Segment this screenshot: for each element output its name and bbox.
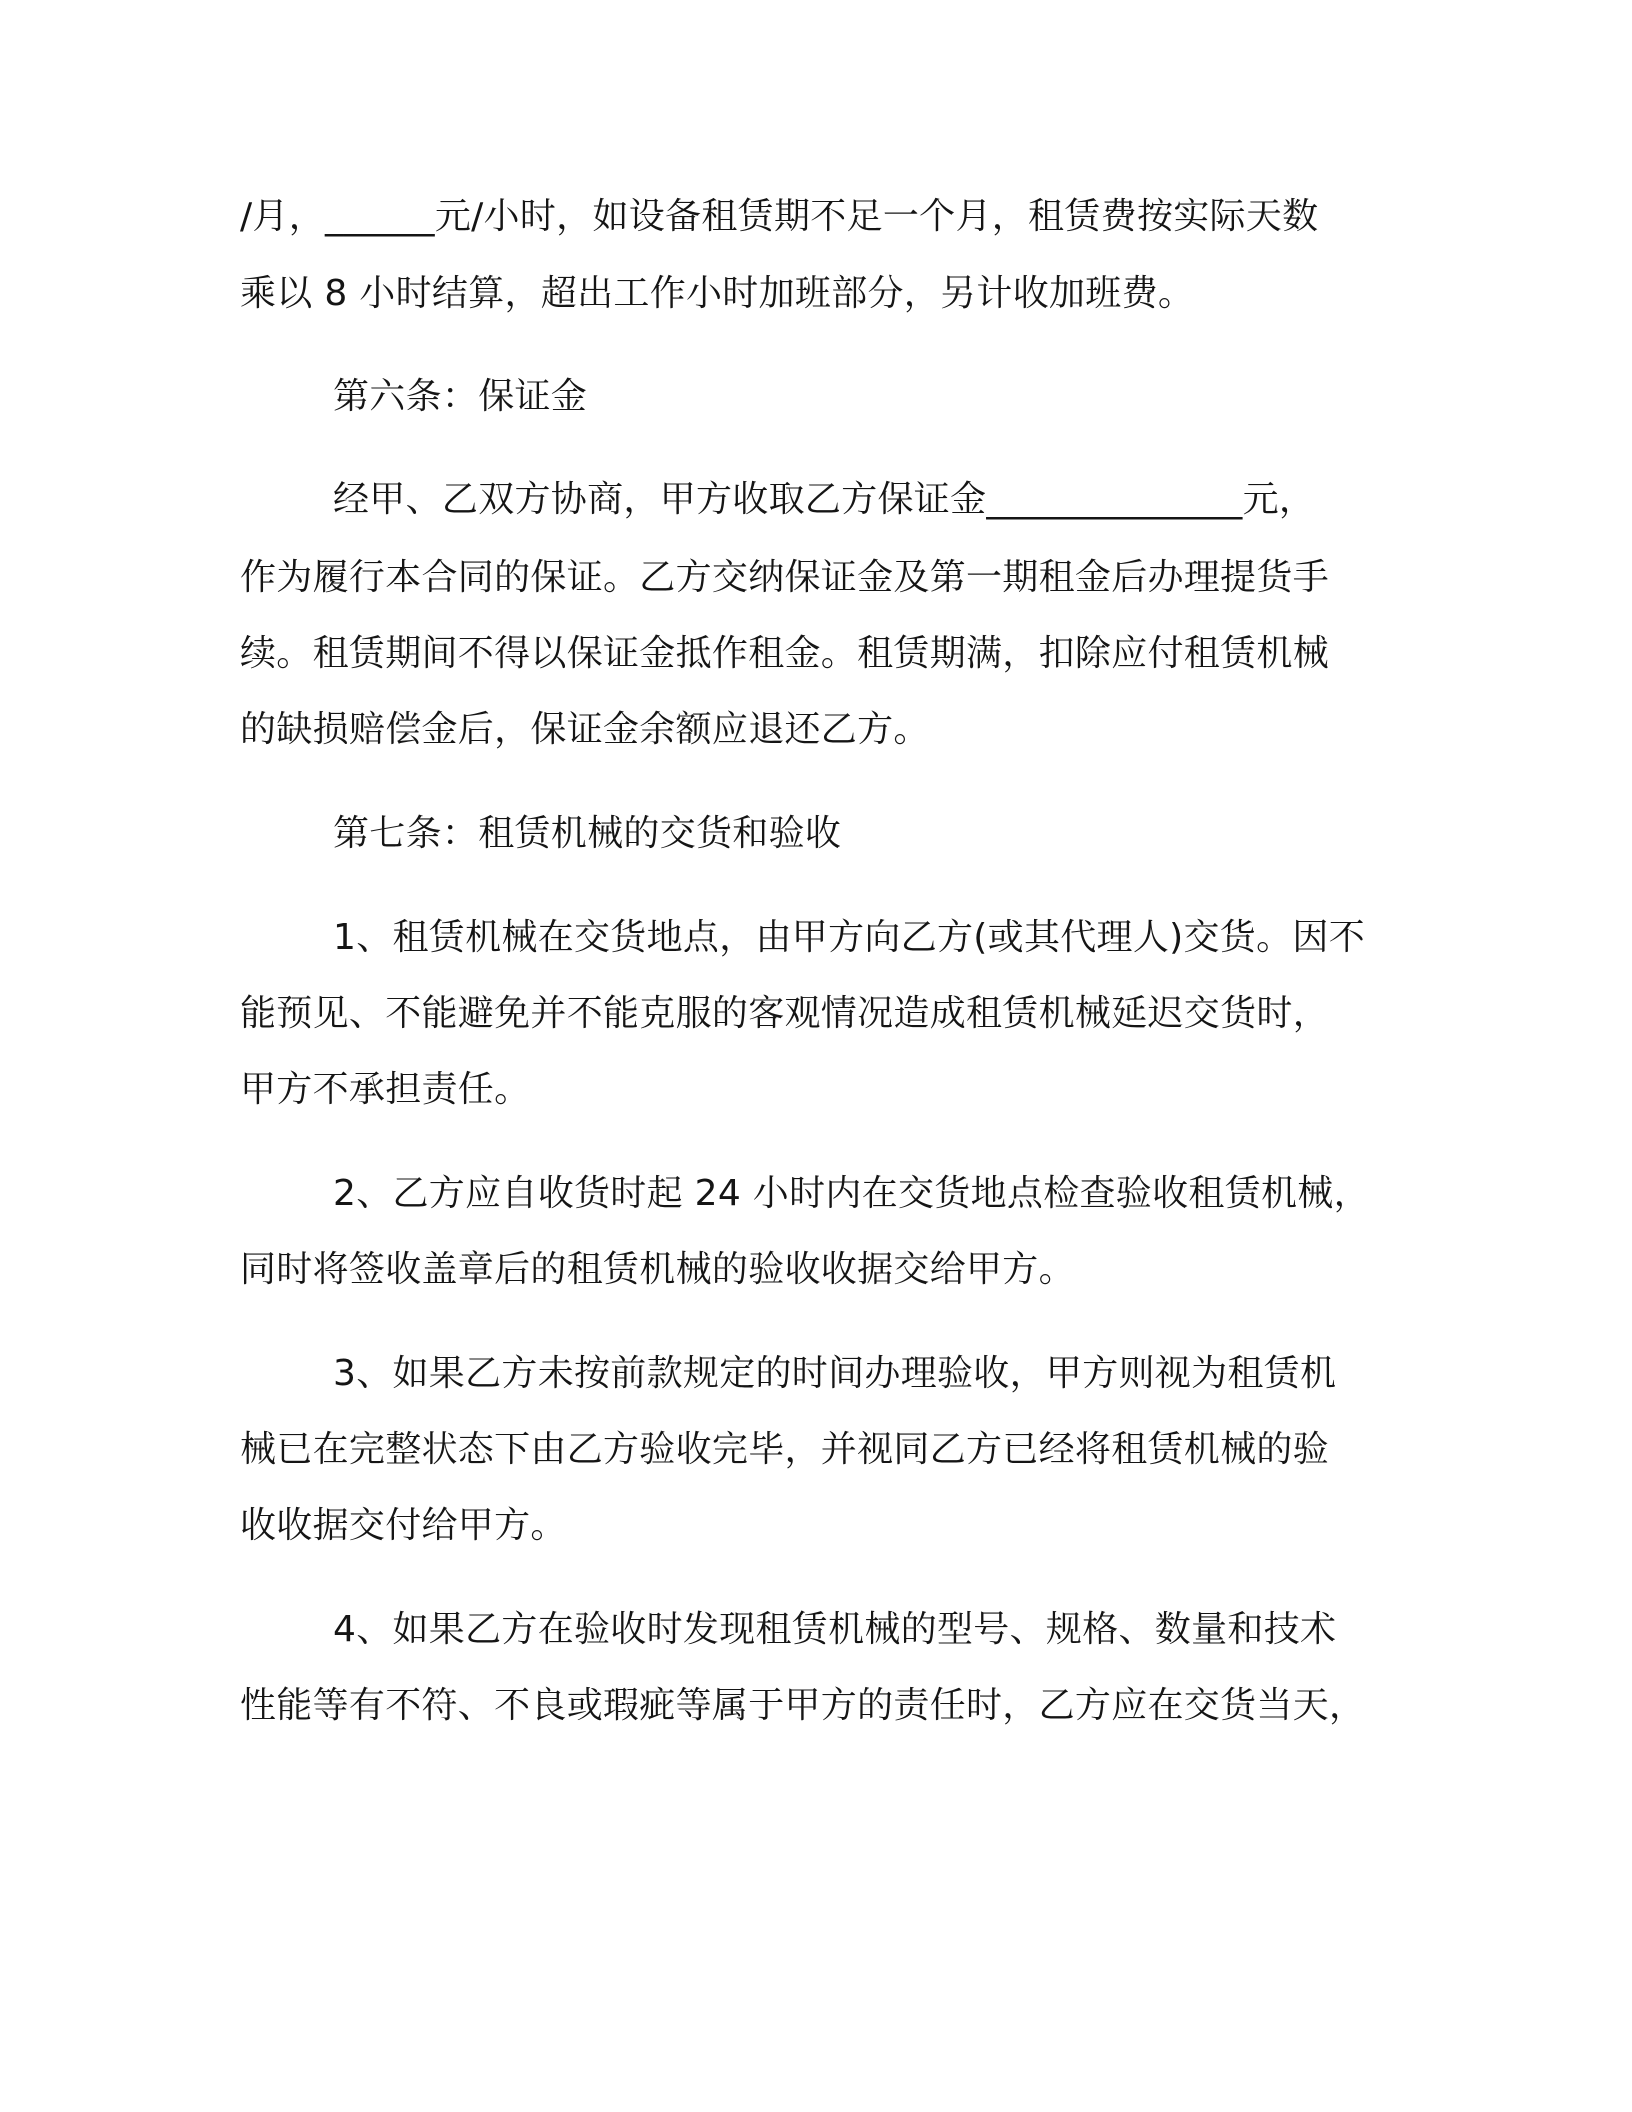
text-line: 性能等有不符、不良或瑕疵等属于甲方的责任时，乙方应在交货当天，	[240, 1685, 1366, 1726]
text-line: 作为履行本合同的保证。乙方交纳保证金及第一期租金后办理提货手	[240, 557, 1330, 598]
article-heading: 第七条：租赁机械的交货和验收	[333, 813, 842, 854]
text-line: 同时将签收盖章后的租赁机械的验收收据交给甲方。	[240, 1249, 1075, 1290]
text-line: 乘以 8 小时结算，超出工作小时加班部分，另计收加班费。	[240, 273, 1195, 314]
text-line: 械已在完整状态下由乙方验收完毕，并视同乙方已经将租赁机械的验	[240, 1429, 1330, 1470]
text-line: 能预见、不能避免并不能克服的客观情况造成租赁机械延迟交货时，	[240, 993, 1330, 1034]
text-line: 经甲、乙双方协商，甲方收取乙方保证金______________元，	[333, 479, 1316, 520]
text-line: 的缺损赔偿金后，保证金余额应退还乙方。	[240, 709, 930, 750]
text-line: 3、如果乙方未按前款规定的时间办理验收，甲方则视为租赁机	[333, 1353, 1337, 1394]
text-line: 续。租赁期间不得以保证金抵作租金。租赁期满，扣除应付租赁机械	[240, 633, 1330, 674]
text-line: 4、如果乙方在验收时发现租赁机械的型号、规格、数量和技术	[333, 1609, 1337, 1650]
article-heading: 第六条：保证金	[333, 376, 588, 417]
text-line: 甲方不承担责任。	[240, 1069, 531, 1110]
text-line: 收收据交付给甲方。	[240, 1505, 567, 1546]
text-line: 2、乙方应自收货时起 24 小时内在交货地点检查验收租赁机械，	[333, 1173, 1370, 1214]
text-line: 1、租赁机械在交货地点，由甲方向乙方(或其代理人)交货。因不	[333, 917, 1365, 958]
text-line: /月，______元/小时，如设备租赁期不足一个月，租赁费按实际天数	[240, 196, 1319, 237]
